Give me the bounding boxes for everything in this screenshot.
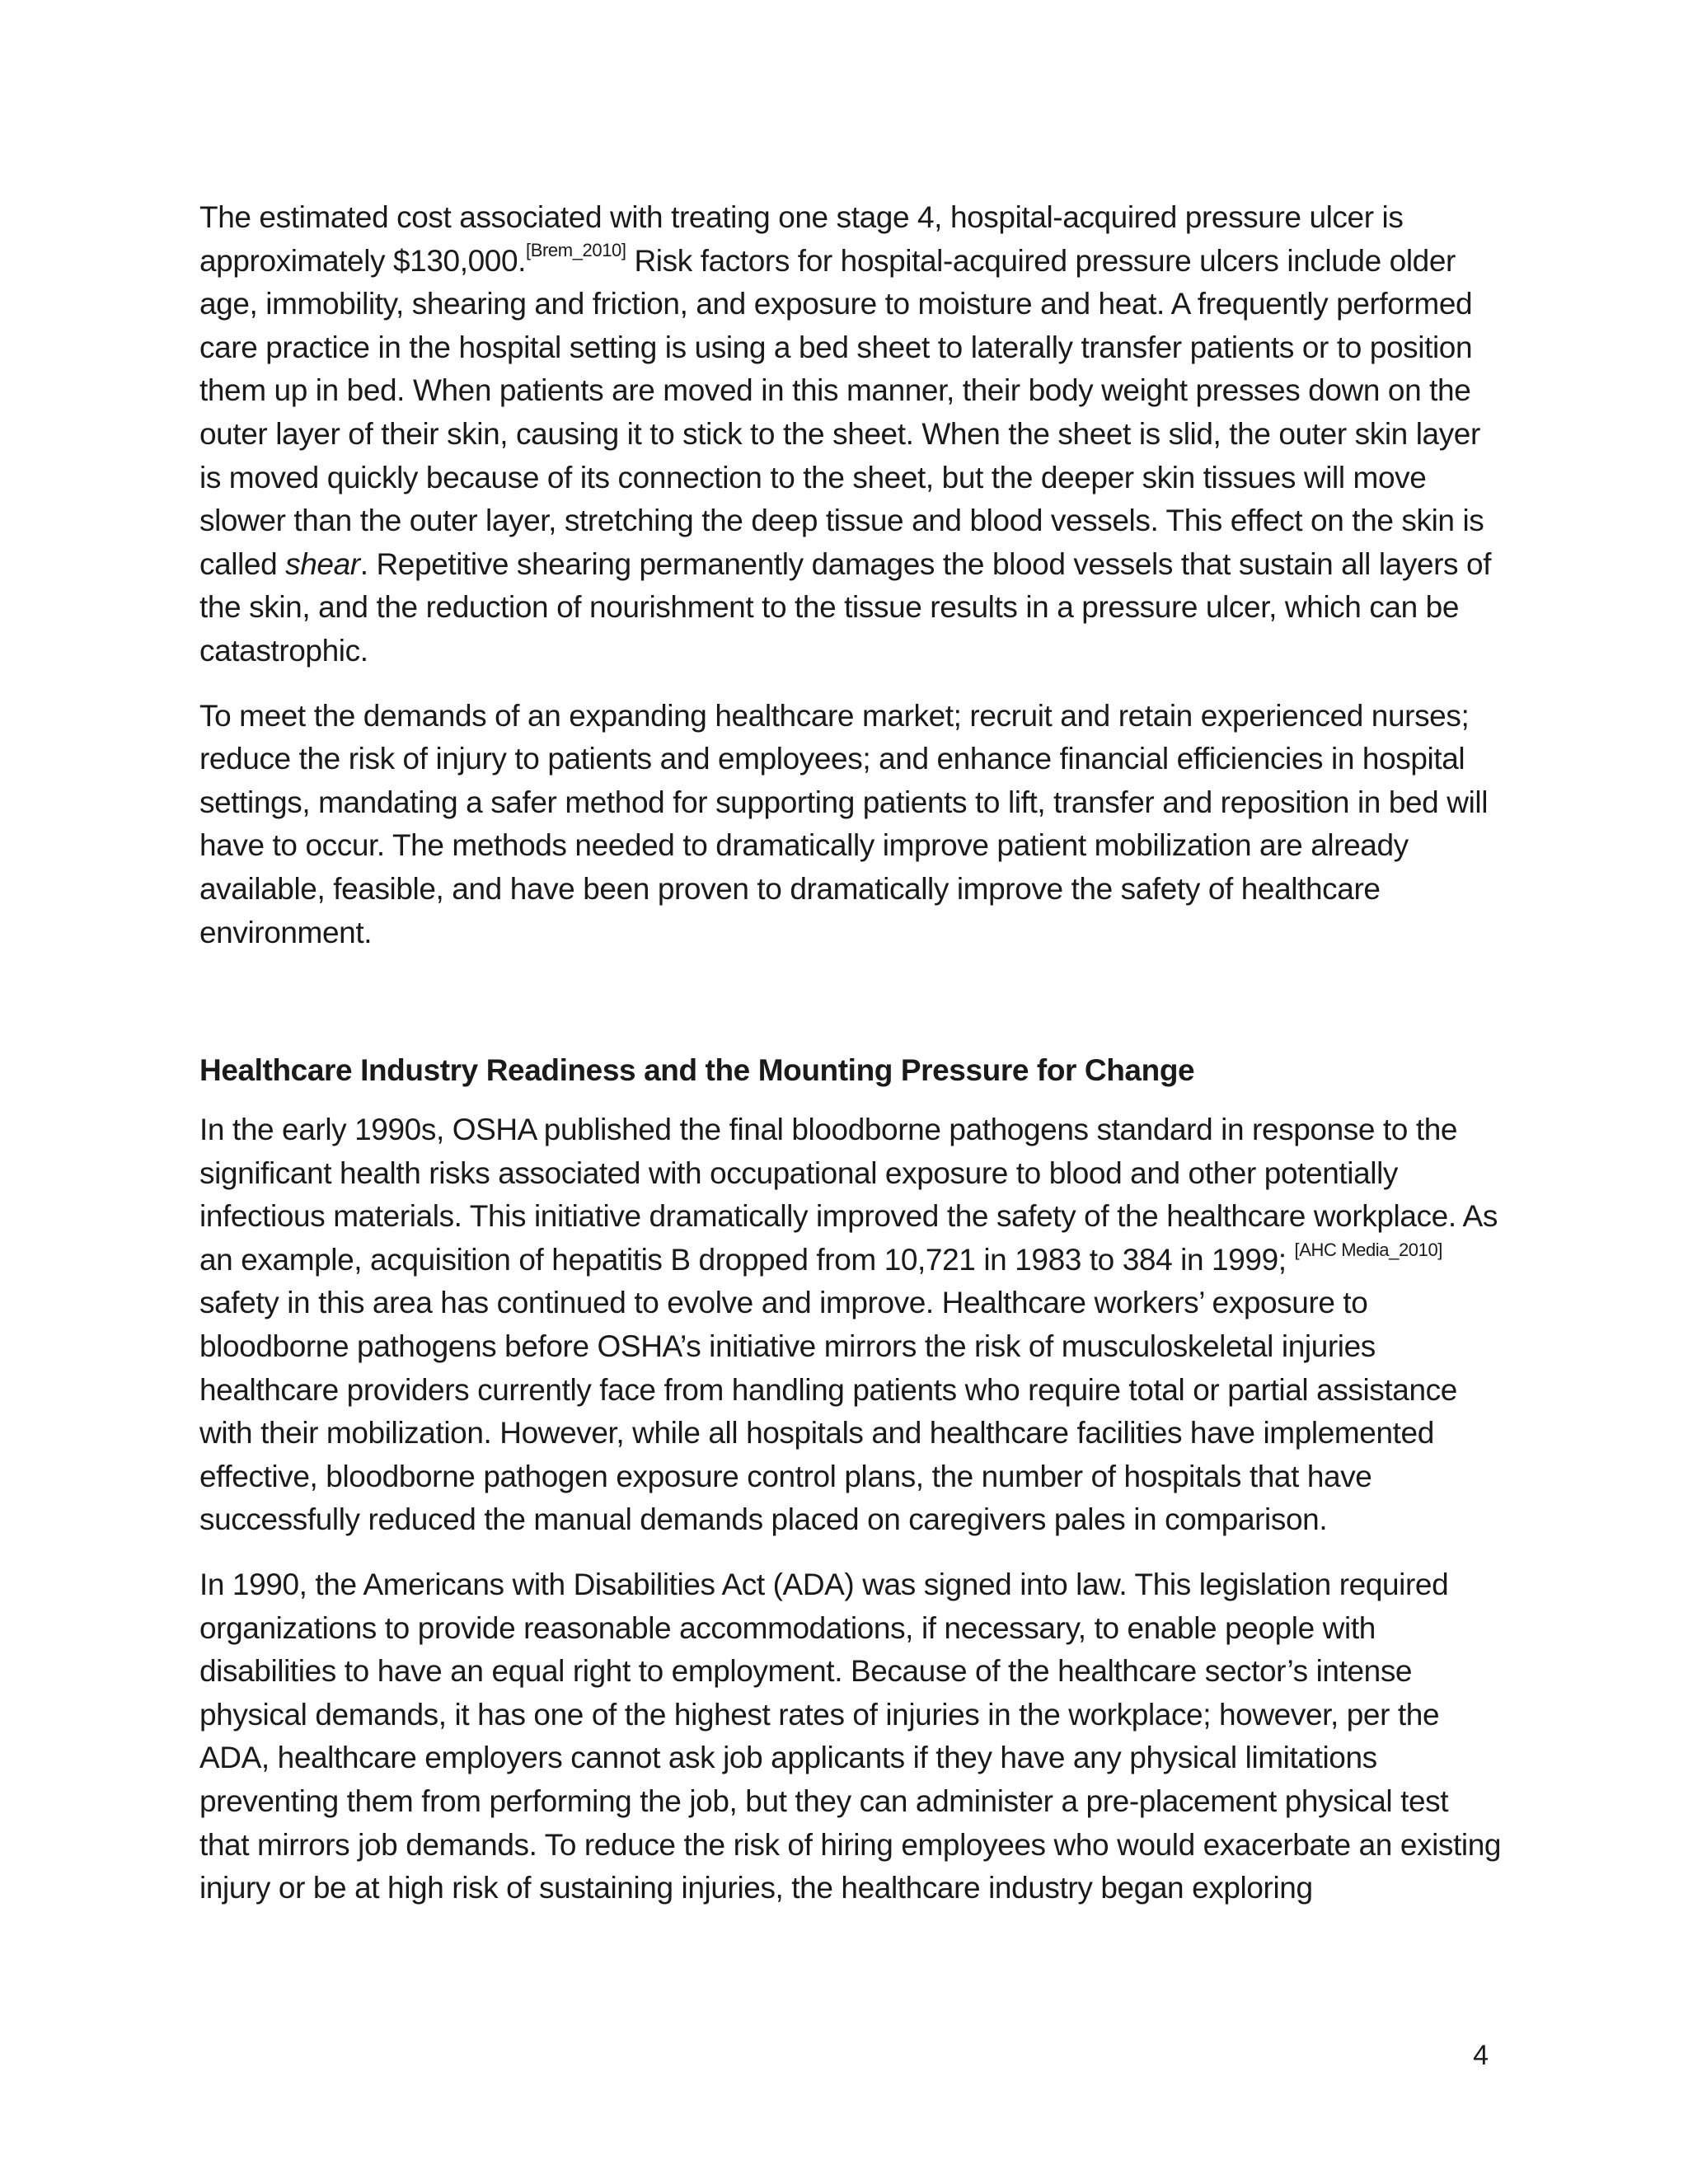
emphasis-shear: shear bbox=[285, 546, 360, 581]
page-number: 4 bbox=[1473, 2040, 1489, 2071]
paragraph-text: The estimated cost associated with treating one stage 4, hospital-acquired pressure ulcer is approximately $130,000. bbox=[199, 200, 1404, 278]
section-heading: Healthcare Industry Readiness and the Mounting Pressure for Change bbox=[199, 1053, 1195, 1088]
paragraph-text: Risk factors for hospital-acquired pressure ulcers include older age, immobility, shearing and friction, and exposure to moisture and heat. A frequently performed care practice in the hospital setting is using a bed sheet to laterally transfer patients or to position them up in bed. When patients are moved in this manner, their body weight presses down on the outer layer of their skin, causing it to stick to the sheet. When the sheet is slid, the outer skin layer is moved quickly because of its connection to the sheet, but the deeper skin tissues will move slower than the outer layer, stretching the deep tissue and blood vessels. This effect on the skin is called bbox=[199, 243, 1484, 581]
paragraph-osha-bloodborne bbox=[199, 1108, 1502, 1542]
citation-ahc-media-2010: [AHC Media_2010] bbox=[1294, 1239, 1442, 1260]
paragraph-text: In the early 1990s, OSHA published the final bloodborne pathogens standard in response to the significant health risks associated with occupational exposure to blood and other potentially infectious materials. This initiative dramatically improved the safety of the healthcare workplace. As an example, acquisition of hepatitis B dropped from 10,721 in 1983 to 384 in 1999; bbox=[199, 1113, 1498, 1277]
paragraph-ada: In 1990, the Americans with Disabilities Act (ADA) was signed into law. This legislation required organizations to provide reasonable accommodations, if necessary, to enable people with disabilities to have an equal right to employment. Because of the healthcare sector’s intense physical demands, it has one of the highest rates of injuries in the workplace; however, per the ADA, healthcare employers cannot ask job applicants if they have any physical limitations preventing them from performing the job, but they can administer a pre-placement physical test that mirrors job demands. To reduce the risk of hiring employees who would exacerbate an existing injury or be at high risk of sustaining injuries, the healthcare industry began exploring bbox=[199, 1568, 1502, 1905]
paragraph-text: . Repetitive shearing permanently damages the blood vessels that sustain all layers of the skin, and the reduction of nourishment to the tissue results in a pressure ulcer, which can be catastrophic. bbox=[199, 546, 1492, 668]
paragraph-text: safety in this area has continued to evolve and improve. Healthcare workers’ exposure to bloodborne pathogens before OSHA’s initiative mirrors the risk of musculoskeletal injuries healthcare providers currently face from handling patients who require total or partial assistance with their mobilization. However, while all hospitals and healthcare facilities have implemented effective, bloodborne pathogen exposure control plans, the number of hospitals that have successfully reduced the manual demands placed on caregivers pales in comparison. bbox=[199, 1286, 1457, 1537]
paragraph-pressure-ulcer-cost bbox=[199, 196, 1502, 673]
document-body bbox=[199, 196, 1502, 1910]
paragraph-market-demands: To meet the demands of an expanding healthcare market; recruit and retain experienced nurses; reduce the risk of injury to patients and employees; and enhance financial efficiencies in hospital settings, mandating a safer method for supporting patients to lift, transfer and reposition in bed will have to occur. The methods needed to dramatically improve patient mobilization are already available, feasible, and have been proven to dramatically improve the safety of healthcare environment. bbox=[199, 698, 1489, 949]
citation-brem-2010: [Brem_2010] bbox=[526, 240, 626, 261]
